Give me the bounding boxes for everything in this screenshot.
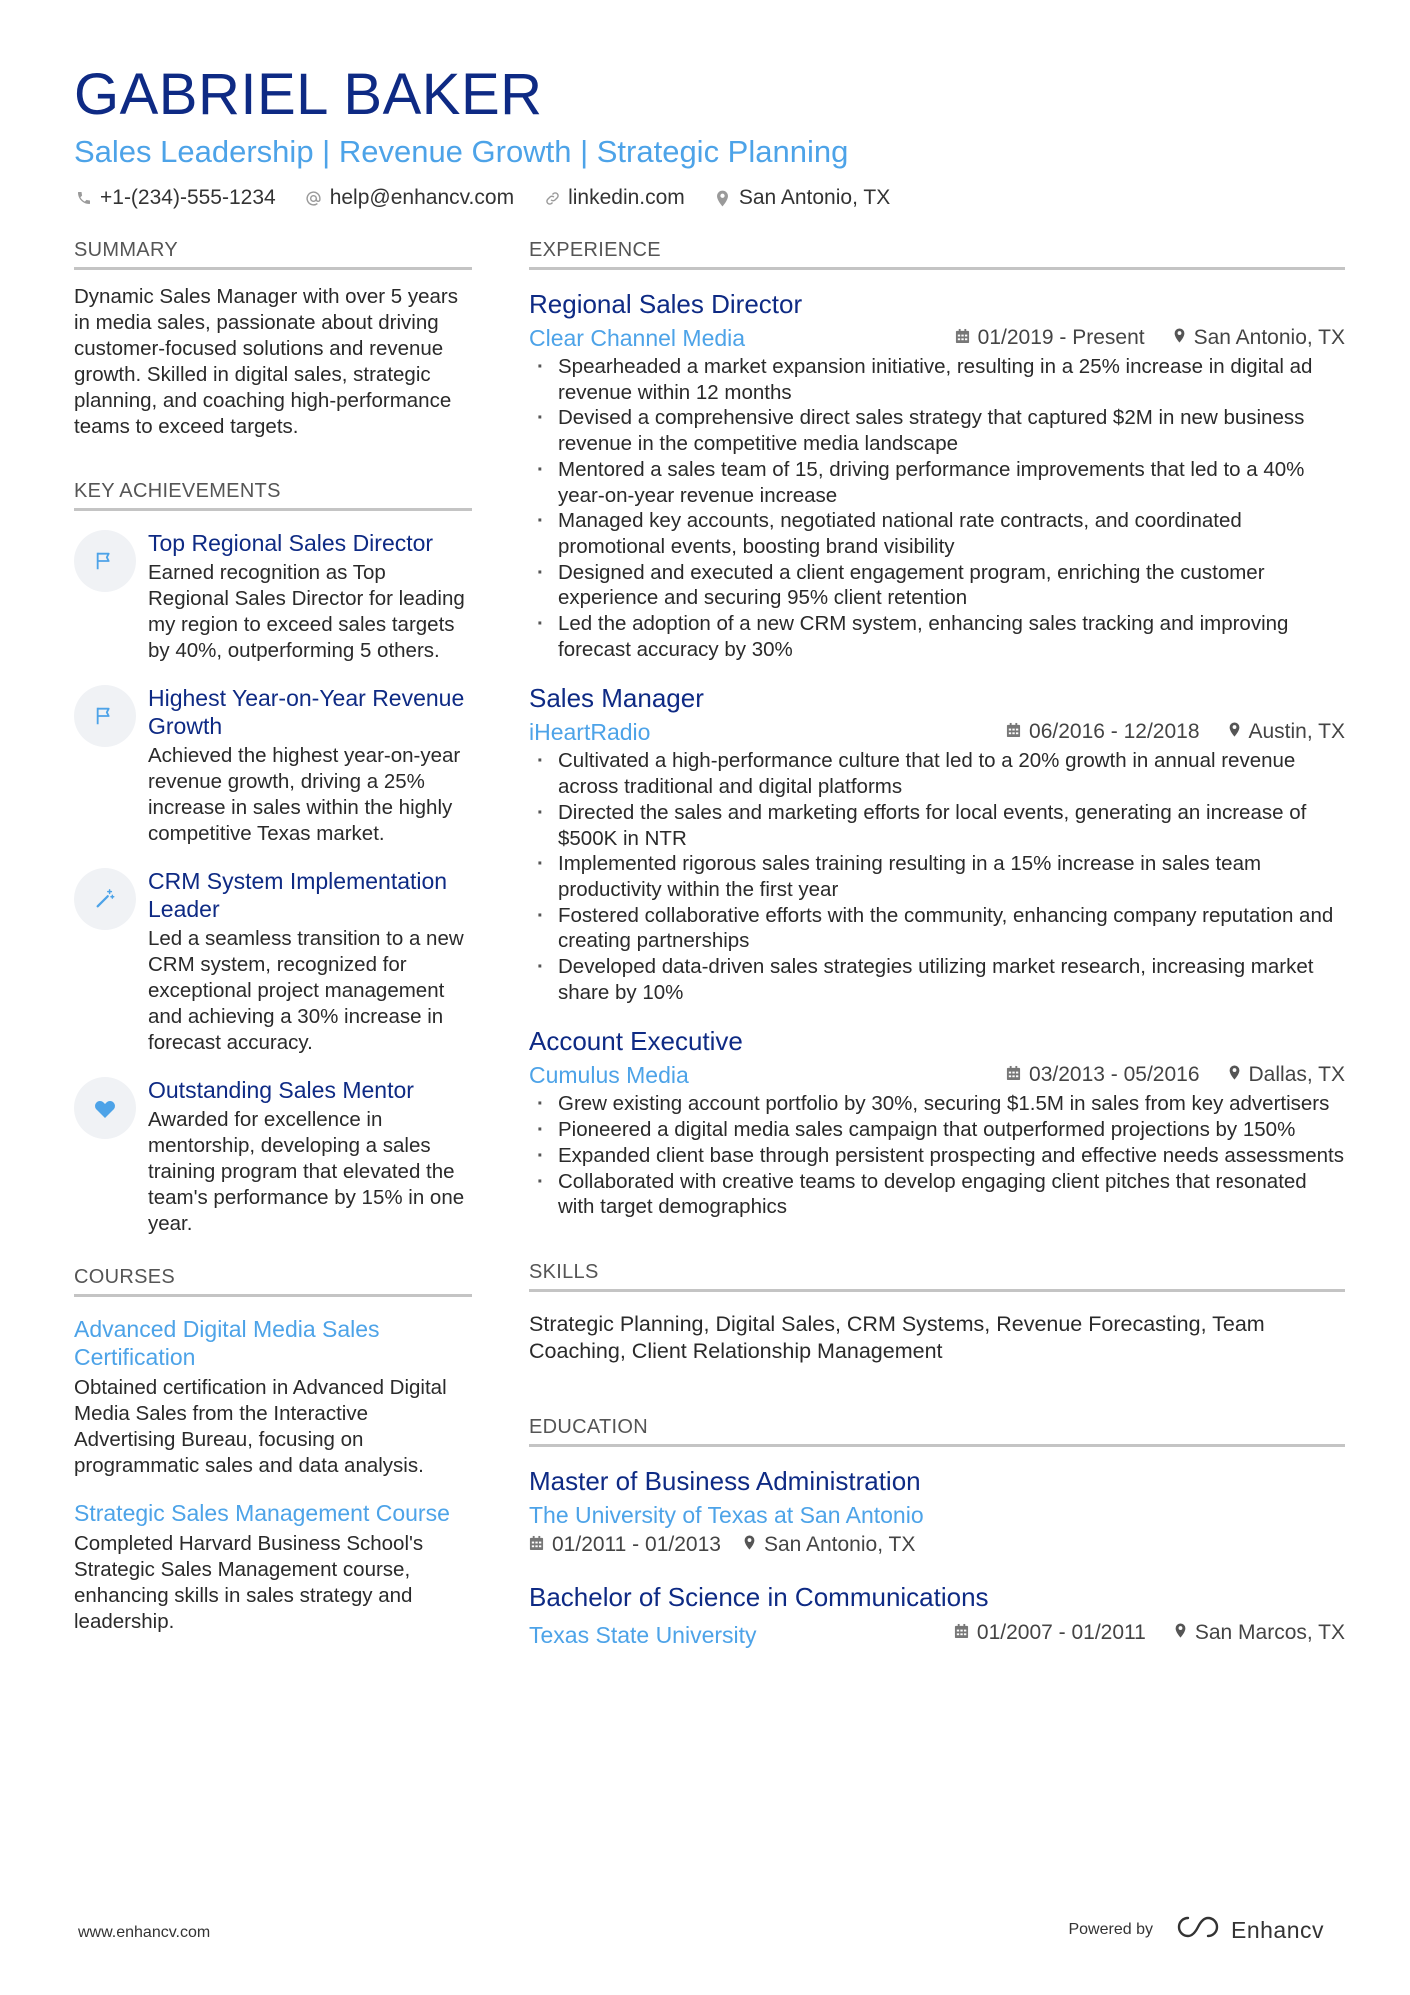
edu-dates <box>954 1621 1146 1645</box>
job-dates-text: 06/2016 - 12/2018 <box>1029 720 1200 744</box>
job-location-text: San Antonio, TX <box>1193 326 1345 349</box>
job-location-text: Dallas, TX <box>1248 1063 1345 1087</box>
powered-by-label: Powered by <box>1068 1921 1153 1938</box>
job-location-text: Austin, TX <box>1248 720 1345 744</box>
job-entry <box>529 288 1345 662</box>
job-bullets <box>529 354 1345 662</box>
job-dates <box>1006 1063 1199 1087</box>
enhancv-logo[interactable] <box>1175 1914 1324 1946</box>
right-column <box>529 238 1345 1649</box>
job-bullets <box>529 1091 1345 1220</box>
location-icon <box>1173 326 1186 350</box>
skills-text: Strategic Planning, Digital Sales, CRM Systems, Revenue Forecasting, Team Coaching, Client Relationship Management <box>529 1311 1265 1363</box>
achievement-desc: Earned recognition as Top Regional Sales Director for leading my region to exceed sales targets by 40%, outperforming 5 others. <box>148 561 465 662</box>
course-desc: Obtained certification in Advanced Digital Media Sales from the Interactive Advertising Bureau, focusing on programmatic sales and data analysis. <box>74 1376 447 1477</box>
job-bullet: · Spearheaded a market expansion initiative, resulting in a 25% increase in digital ad revenue within 12 months <box>529 354 1345 405</box>
contact-location-text: San Antonio, TX <box>738 186 891 209</box>
location-icon <box>1228 1063 1241 1087</box>
flag-icon <box>74 530 136 592</box>
job-location <box>1228 720 1346 744</box>
education-entry <box>529 1581 1345 1649</box>
edu-degree: Bachelor of Science in Communications <box>529 1581 989 1612</box>
course-title: Advanced Digital Media Sales Certification <box>74 1316 380 1370</box>
contact-email-text: help@enhancv.com <box>329 186 515 209</box>
contact-phone <box>74 186 276 210</box>
achievement-item <box>74 684 472 847</box>
edu-location <box>743 1533 915 1557</box>
job-bullet: · Pioneered a digital media sales campaign that outperformed projections by 150% <box>529 1117 1345 1143</box>
job-bullet: · Expanded client base through persistent prospecting and effective needs assessments <box>529 1143 1345 1169</box>
job-location <box>1228 1063 1345 1087</box>
job-bullets <box>529 748 1345 1005</box>
candidate-title: Sales Leadership | Revenue Growth | Strategic Planning <box>74 134 849 169</box>
job-entry <box>529 682 1345 1005</box>
job-bullet: · Cultivated a high-performance culture that led to a 20% growth in annual revenue across traditional and digital platforms <box>529 748 1345 799</box>
edu-dates-text: 01/2011 - 01/2013 <box>552 1532 721 1556</box>
contact-linkedin-text: linkedin.com <box>568 186 685 209</box>
job-bullet: · Mentored a sales team of 15, driving performance improvements that led to a 40% year-on-year revenue increase <box>529 457 1345 508</box>
edu-location <box>1174 1621 1345 1645</box>
location-icon <box>713 188 733 208</box>
job-bullet: · Led the adoption of a new CRM system, enhancing sales tracking and improving forecast accuracy by 30% <box>529 611 1345 662</box>
job-title: Sales Manager <box>529 683 704 714</box>
job-bullet: · Developed data-driven sales strategies utilizing market research, increasing market share by 10% <box>529 954 1345 1005</box>
achievement-item <box>74 1076 472 1237</box>
achievement-desc: Led a seamless transition to a new CRM system, recognized for exceptional project management and achieving a 30% increase in forecast accuracy. <box>148 927 464 1054</box>
brand-name: Enhancv <box>1230 1916 1324 1943</box>
resume-header <box>74 62 1344 210</box>
heart-icon <box>74 1077 136 1139</box>
edu-degree: Master of Business Administration <box>529 1465 921 1496</box>
achievement-title: Outstanding Sales Mentor <box>148 1077 414 1103</box>
calendar-icon <box>955 326 970 350</box>
course-item <box>74 1315 472 1479</box>
job-dates <box>1006 720 1199 744</box>
footer-website[interactable]: www.enhancv.com <box>78 1924 211 1941</box>
skills-heading: SKILLS <box>529 1260 1345 1292</box>
location-icon <box>743 1533 756 1557</box>
job-dates <box>955 326 1145 350</box>
job-company: iHeartRadio <box>529 719 651 746</box>
edu-location-text: San Marcos, TX <box>1194 1620 1345 1644</box>
edu-dates-text: 01/2007 - 01/2011 <box>976 1620 1146 1644</box>
job-bullet: · Devised a comprehensive direct sales strategy that captured $2M in new business revenue in the competitive media landscape <box>529 405 1345 456</box>
summary-text: Dynamic Sales Manager with over 5 years in media sales, passionate about driving customer-focused solutions and revenue growth. Skilled in digital sales, strategic planning, and coaching high-performance teams to exceed targets. <box>74 285 458 438</box>
course-item <box>74 1499 472 1635</box>
calendar-icon <box>1006 720 1021 744</box>
achievement-item <box>74 867 472 1056</box>
magic-wand-icon <box>74 868 136 930</box>
contact-phone-text: +1-(234)-555-1234 <box>100 186 276 209</box>
achievement-item <box>74 529 472 664</box>
summary-heading: SUMMARY <box>74 238 472 270</box>
achievement-title: CRM System Implementation Leader <box>148 868 448 922</box>
job-company: Cumulus Media <box>529 1062 689 1089</box>
courses-heading: COURSES <box>74 1265 472 1297</box>
course-desc: Completed Harvard Business School's Strategic Sales Management course, enhancing skills in sales strategy and leadership. <box>74 1532 424 1633</box>
job-bullet: · Implemented rigorous sales training resulting in a 15% increase in sales team productivity within the first year <box>529 851 1345 902</box>
job-bullet: · Fostered collaborative efforts with the community, enhancing company reputation and creating partnerships <box>529 903 1345 954</box>
job-title: Account Executive <box>529 1026 743 1057</box>
job-bullet: · Directed the sales and marketing efforts for local events, generating an increase of $500K in NTR <box>529 800 1345 851</box>
flag-icon <box>74 685 136 747</box>
achievements-heading: KEY ACHIEVEMENTS <box>74 479 472 511</box>
job-bullet: · Designed and executed a client engagement program, enriching the customer experience and securing 95% client retention <box>529 560 1345 611</box>
job-title: Regional Sales Director <box>529 289 803 319</box>
job-dates-text: 01/2019 - Present <box>977 326 1145 349</box>
job-location <box>1173 326 1345 350</box>
edu-location-text: San Antonio, TX <box>763 1532 916 1556</box>
location-icon <box>1174 1621 1187 1645</box>
edu-school: The University of Texas at San Antonio <box>529 1501 924 1528</box>
contact-email[interactable] <box>304 186 514 210</box>
education-heading: EDUCATION <box>529 1415 1345 1447</box>
job-dates-text: 03/2013 - 05/2016 <box>1029 1063 1200 1087</box>
education-entry <box>529 1465 1345 1557</box>
at-icon <box>304 188 324 208</box>
contact-bar <box>74 186 1344 210</box>
infinity-logo-icon <box>1175 1914 1221 1946</box>
job-bullet: · Collaborated with creative teams to develop engaging client pitches that resonated with target demographics <box>529 1169 1345 1220</box>
achievement-title: Highest Year-on-Year Revenue Growth <box>148 685 465 739</box>
calendar-icon <box>1006 1063 1021 1087</box>
job-entry <box>529 1025 1345 1220</box>
calendar-icon <box>954 1621 969 1645</box>
achievement-desc: Awarded for excellence in mentorship, developing a sales training program that elevated the team's performance by 15% in one year. <box>148 1108 465 1235</box>
edu-school: Texas State University <box>529 1621 757 1648</box>
job-bullet: · Managed key accounts, negotiated national rate contracts, and coordinated promotional events, boosting brand visibility <box>529 508 1345 559</box>
edu-dates <box>529 1533 721 1557</box>
location-icon <box>1228 720 1241 744</box>
job-bullet: · Grew existing account portfolio by 30%, securing $1.5M in sales from key advertisers <box>529 1091 1345 1117</box>
phone-icon <box>74 188 94 208</box>
calendar-icon <box>529 1533 544 1557</box>
achievement-desc: Achieved the highest year-on-year revenue growth, driving a 25% increase in sales within the highly competitive Texas market. <box>148 744 461 845</box>
contact-linkedin[interactable] <box>542 186 685 210</box>
experience-heading: EXPERIENCE <box>529 238 1345 270</box>
contact-location <box>713 186 890 210</box>
footer-branding <box>1068 1914 1324 1946</box>
achievement-title: Top Regional Sales Director <box>148 530 434 556</box>
left-column <box>74 238 472 1635</box>
achievements-list <box>74 529 472 1237</box>
candidate-name: GABRIEL BAKER <box>74 62 543 127</box>
link-icon <box>542 188 562 208</box>
job-company: Clear Channel Media <box>529 325 746 351</box>
course-title: Strategic Sales Management Course <box>74 1500 450 1526</box>
